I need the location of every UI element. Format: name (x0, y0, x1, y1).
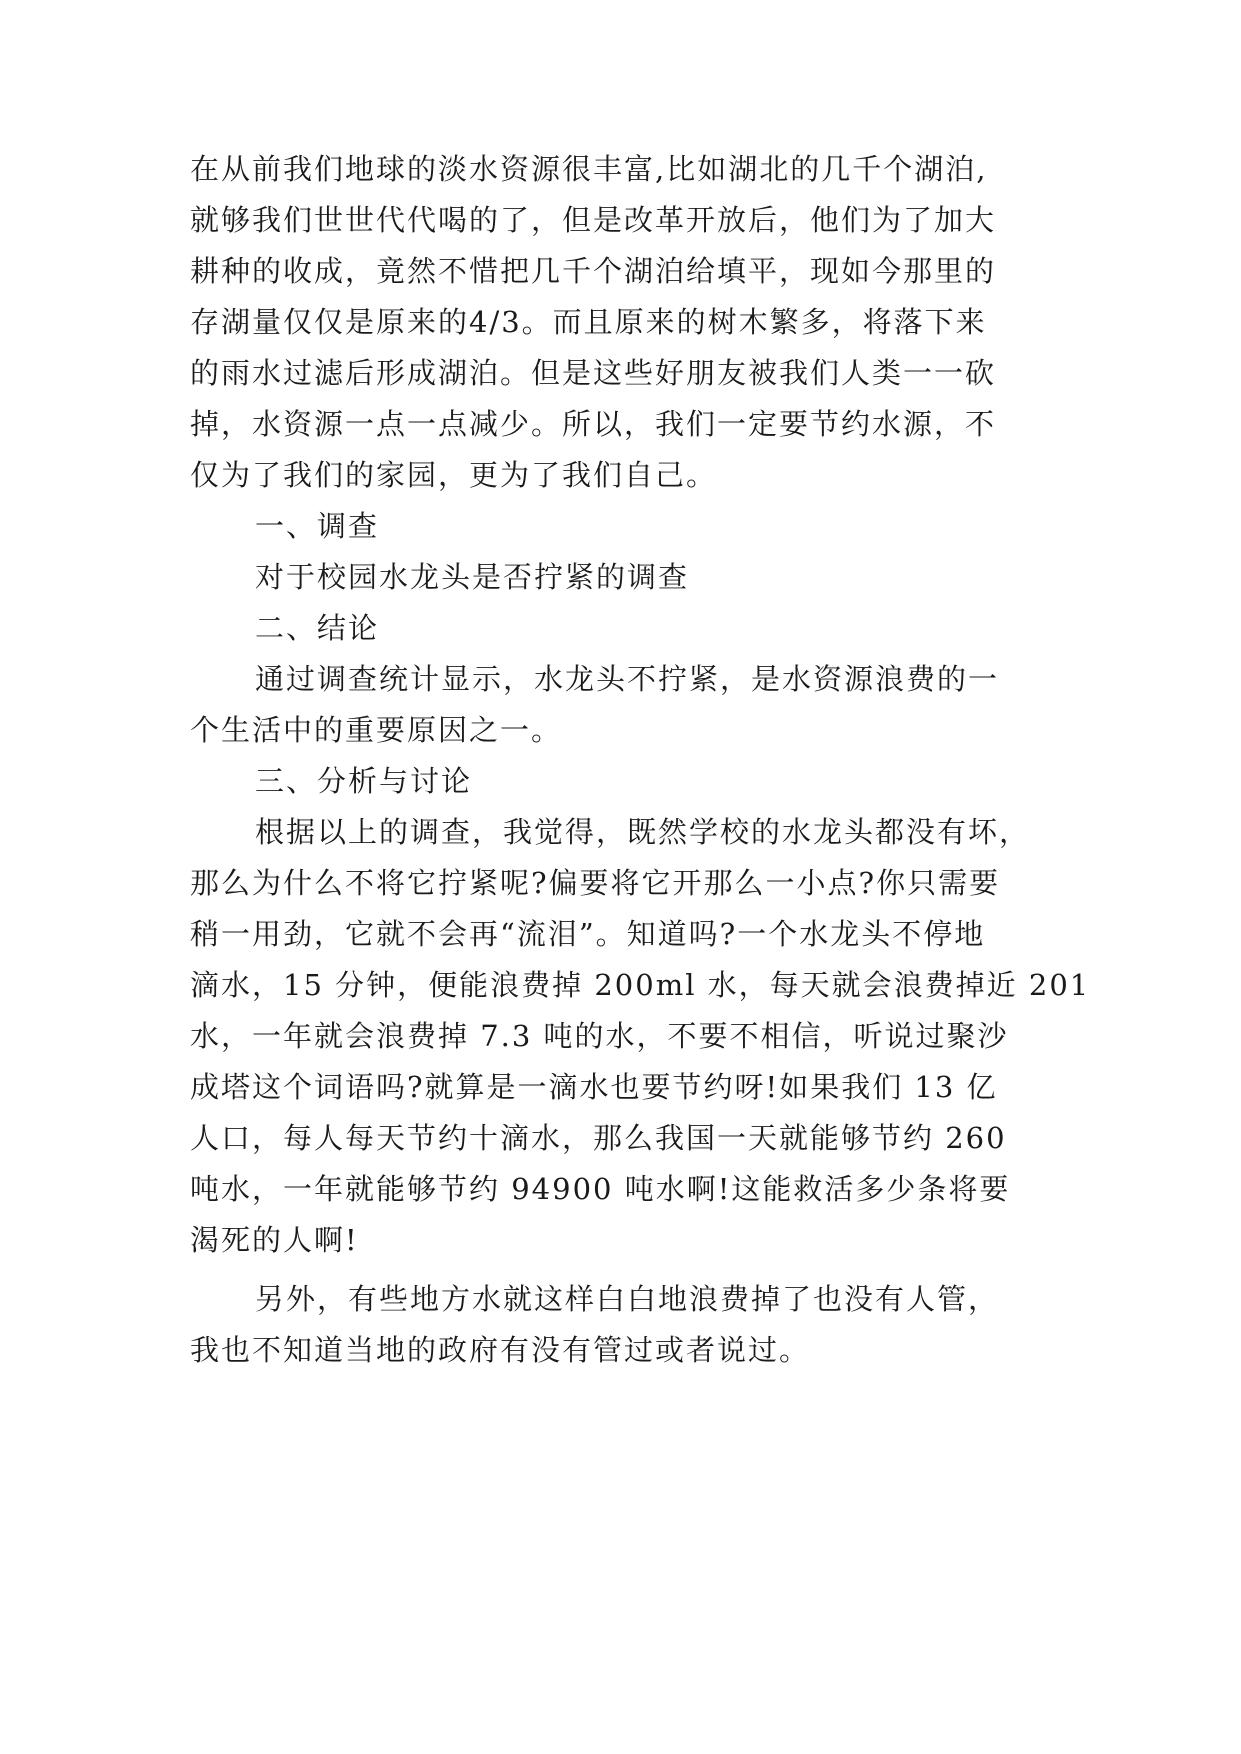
analysis-line-1: 根据以上的调查，我觉得，既然学校的水龙头都没有坏， (255, 815, 1031, 849)
analysis-line-8: 吨水，一年就能够节约 94900 吨水啊!这能救活多少条将要 (190, 1172, 1011, 1206)
analysis-line-5: 水，一年就会浪费掉 7.3 吨的水，不要不相信，听说过聚沙 (190, 1019, 1009, 1053)
final-paragraph-line-2: 我也不知道当地的政府有没有管过或者说过。 (190, 1333, 811, 1367)
paragraph-1-line-5: 的雨水过滤后形成湖泊。但是这些好朋友被我们人类一一砍 (190, 356, 997, 390)
analysis-line-6: 成塔这个词语吗?就算是一滴水也要节约呀!如果我们 13 亿 (190, 1070, 998, 1104)
analysis-line-4: 滴水，15 分钟，便能浪费掉 200ml 水，每天就会浪费掉近 201 (190, 968, 1091, 1002)
analysis-line-3: 稍一用劲，它就不会再“流泪”。知道吗?一个水龙头不停地 (190, 917, 986, 951)
section-heading-analysis: 三、分析与讨论 (255, 764, 473, 798)
paragraph-1-line-1: 在从前我们地球的淡水资源很丰富,比如湖北的几千个湖泊, (190, 152, 988, 186)
conclusion-line-1: 通过调查统计显示，水龙头不拧紧，是水资源浪费的一 (255, 662, 1000, 696)
survey-topic: 对于校园水龙头是否拧紧的调查 (255, 560, 690, 594)
paragraph-1-line-2: 就够我们世世代代喝的了，但是改革开放后，他们为了加大 (190, 203, 997, 237)
section-heading-conclusion: 二、结论 (255, 611, 380, 645)
paragraph-1-line-3: 耕种的收成，竟然不惜把几千个湖泊给填平，现如今那里的 (190, 254, 997, 288)
paragraph-1-line-4: 存湖量仅仅是原来的4/3。而且原来的树木繁多，将落下来 (190, 305, 987, 339)
conclusion-line-2: 个生活中的重要原因之一。 (190, 713, 563, 747)
paragraph-1-line-6: 掉，水资源一点一点减少。所以，我们一定要节约水源，不 (190, 407, 997, 441)
analysis-line-2: 那么为什么不将它拧紧呢?偏要将它开那么一小点?你只需要 (190, 866, 1001, 900)
final-paragraph-line-1: 另外，有些地方水就这样白白地浪费掉了也没有人管， (255, 1282, 1000, 1316)
section-heading-survey: 一、调查 (255, 509, 380, 543)
analysis-line-7: 人口，每人每天节约十滴水，那么我国一天就能够节约 260 (190, 1121, 1007, 1155)
paragraph-1-line-7: 仅为了我们的家园，更为了我们自己。 (190, 458, 718, 492)
analysis-line-9: 渴死的人啊! (190, 1223, 359, 1257)
